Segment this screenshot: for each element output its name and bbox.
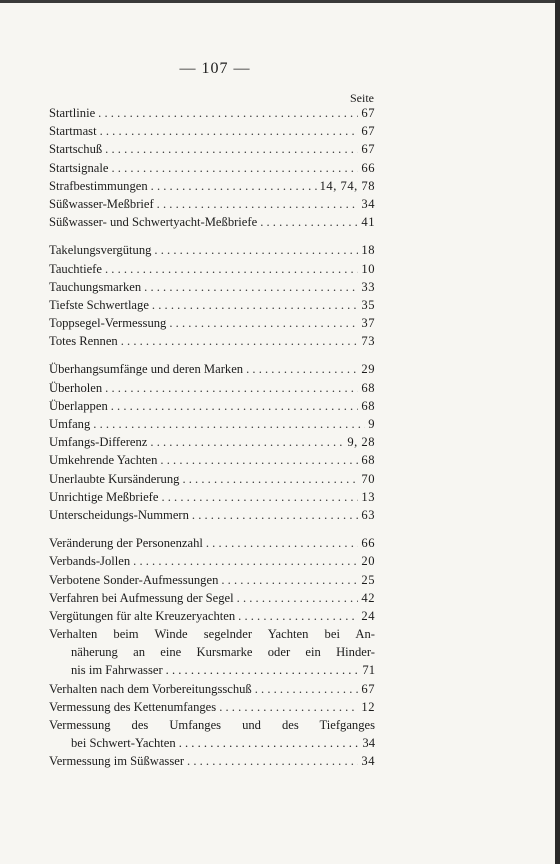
index-entry: Vergütungen für alte Kreuzeryachten . . . 24 — [49, 607, 375, 625]
index-entry: Veränderung der Personenzahl . . . 66 — [49, 534, 375, 552]
index-entry-multiline — [49, 625, 375, 680]
index-entry: Tiefste Schwertlage . . . 35 — [49, 296, 375, 314]
index-entry-line: näherung an eine Kursmarke oder ein Hinder- — [71, 645, 375, 660]
index-entry: Umfangs-Differenz . . . 9, 28 — [49, 433, 375, 451]
index-entry-line: Vermessung des Umfanges und des Tiefganges — [49, 718, 375, 732]
index-entry-line: bei Schwert-Yachten . . . 34 — [49, 734, 375, 752]
index-list — [49, 104, 375, 781]
index-entry: Unrichtige Meßbriefe . . . 13 — [49, 488, 375, 506]
index-entry: Unterscheidungs-Nummern . . . 63 — [49, 506, 375, 524]
index-entry: Startsignale . . . 66 — [49, 159, 375, 177]
column-header-seite: Seite — [350, 91, 374, 105]
page-number: — 107 — — [179, 60, 251, 77]
index-entry: Überlappen . . . 68 — [49, 397, 375, 415]
index-entry: Überhangsumfänge und deren Marken . . . 29 — [49, 360, 375, 378]
index-entry: Startmast . . . 67 — [49, 122, 375, 140]
index-entry: Überholen . . . 68 — [49, 379, 375, 397]
index-entry-line: Verhalten beim Winde segelnder Yachten bei An- — [49, 627, 375, 642]
index-group-v — [49, 534, 375, 770]
index-entry: Totes Rennen . . . 73 — [49, 332, 375, 350]
index-entry: Verfahren bei Aufmessung der Segel . . . 42 — [49, 589, 375, 607]
index-entry: Verbands-Jollen . . . 20 — [49, 552, 375, 570]
index-entry: Takelungsvergütung . . . 18 — [49, 241, 375, 259]
index-entry: Startschuß . . . 67 — [49, 140, 375, 158]
index-entry: Verhalten nach dem Vorbereitungsschuß . . . 67 — [49, 680, 375, 698]
index-entry: Vermessung des Kettenumfanges . . . 12 — [49, 698, 375, 716]
index-entry: Toppsegel-Vermessung . . . 37 — [49, 314, 375, 332]
index-entry-multiline — [49, 716, 375, 752]
index-entry: Startlinie . . . 67 — [49, 104, 375, 122]
index-entry: Unerlaubte Kursänderung . . . 70 — [49, 470, 375, 488]
index-entry: Süßwasser-Meßbrief . . . 34 — [49, 195, 375, 213]
index-entry: Umkehrende Yachten . . . 68 — [49, 451, 375, 469]
index-entry-line: nis im Fahrwasser . . . 71 — [49, 661, 375, 679]
index-entry: Tauchtiefe . . . 10 — [49, 260, 375, 278]
index-entry: Tauchungsmarken . . . 33 — [49, 278, 375, 296]
index-entry: Süßwasser- und Schwertyacht-Meßbriefe . . . 41 — [49, 213, 375, 231]
index-group-s — [49, 104, 375, 231]
index-group-u — [49, 360, 375, 524]
page-right-edge — [555, 0, 560, 864]
index-entry: Verbotene Sonder-Aufmessungen . . . 25 — [49, 571, 375, 589]
index-group-t — [49, 241, 375, 350]
index-entry: Umfang . . . 9 — [49, 415, 375, 433]
index-entry: Strafbestimmungen . . . 14, 74, 78 — [49, 177, 375, 195]
page-top-edge — [0, 0, 560, 3]
index-entry: Vermessung im Süßwasser . . . 34 — [49, 752, 375, 770]
